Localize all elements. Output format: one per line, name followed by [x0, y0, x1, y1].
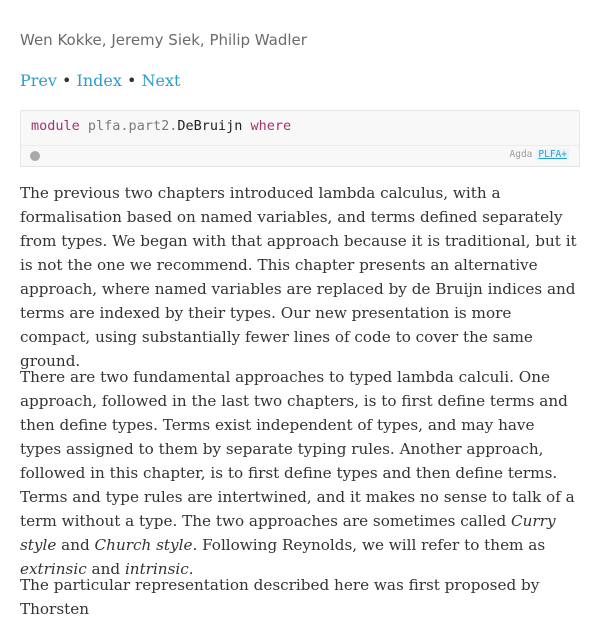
module-prefix: plfa.part2.	[87, 118, 178, 134]
authors-line: Wen Kokke, Jeremy Siek, Philip Wadler	[20, 31, 307, 49]
module-name: DeBruijn	[177, 118, 243, 134]
circle-icon[interactable]	[30, 151, 40, 161]
text-span: and	[56, 536, 95, 554]
paragraph-approaches	[20, 365, 580, 581]
language-name: Agda	[509, 149, 533, 160]
keyword-where: where	[250, 118, 292, 134]
code-block	[20, 110, 580, 167]
paragraph-representation: The particular representation described here was first proposed by Thorsten	[20, 576, 540, 618]
nav-separator: •	[62, 71, 72, 90]
next-link[interactable]: Next	[141, 71, 181, 90]
keyword-module: module	[31, 118, 80, 134]
paragraph-intro: The previous two chapters introduced lambda calculus, with a formalisation based on named variables, and terms defined separately from types. We began with that approach because it is traditional, but it is not the one we recommend. This chapter presents an alternative approach, where named variables are replaced by de Bruijn indices and terms are indexed by their types. Our new presentation is more compact, using substantially fewer lines of code to cover the same ground.	[20, 184, 577, 370]
text-span: and	[86, 560, 125, 578]
index-link[interactable]: Index	[76, 71, 122, 90]
nav-separator: •	[127, 71, 137, 90]
text-span: There are two fundamental approaches to typed lambda calculi. One approach, followed in the last two chapters, is to first define terms and then define types. Terms exist independent of types, and may have types assigned to them by separate typing rules. Another approach, followed in this chapter, is to first define types and then define terms. Terms and type rules are intertwined, and it makes no sense to talk of a term without a type. The two approaches are sometimes called	[20, 368, 575, 530]
code-toolbar	[21, 145, 579, 166]
chapter-navigation	[20, 71, 180, 90]
emphasis-extrinsic: extrinsic	[20, 560, 87, 578]
text-span: . Following Reynolds, we will refer to them as	[192, 536, 546, 554]
emphasis-intrinsic: intrinsic	[124, 560, 189, 578]
emphasis-church-style: Church style	[94, 536, 193, 554]
emphasis-curry-style: Curry style	[20, 512, 556, 554]
text-span: .	[188, 560, 194, 578]
prev-link[interactable]: Prev	[20, 71, 57, 90]
plfa-badge-link[interactable]: PLFA+	[538, 149, 567, 160]
code-line	[31, 118, 291, 134]
language-label	[510, 149, 570, 160]
